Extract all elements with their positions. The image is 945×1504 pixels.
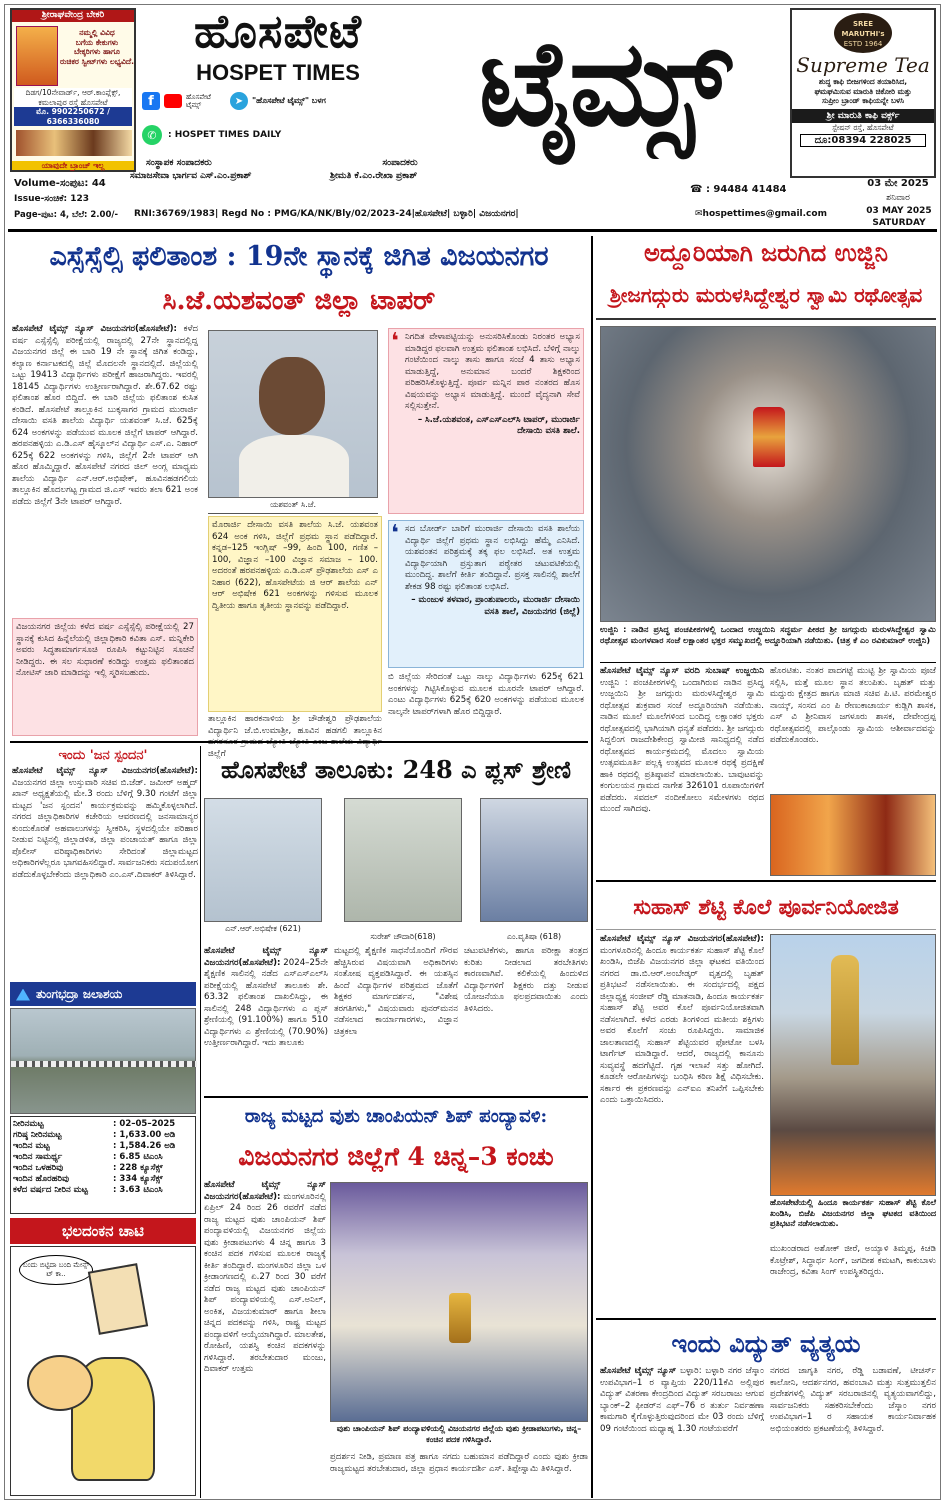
suhas-dateline: ಹೊಸಪೇಟೆ ಟೈಮ್ಸ್ ನ್ಯೂಸ್ ವಿಜಯನಗರ(ಹೊಸಪೇಟೆ): [600,934,764,944]
protest-photo [770,934,936,1196]
volume: Volume-ಸಂಪುಟ: 44 [14,178,106,189]
trophy-image [449,1293,471,1343]
suhas-bottom-rule [596,1318,936,1320]
ujjaini-swamiji-photo [770,794,936,876]
sslc-body-2: ತಾಲ್ಲೂಕಿನ ಹಾರಕನಾಳಿಯ ಶ್ರೀ ಚೌಡೇಶ್ವರಿ ಪ್ರೌಢಶಾಲೆಯ ವಿದ್ಯಾರ್ಥಿನಿ ಜೆ.ಬಿ.ಉಮಾಶ್ರೀ, ಹೂವಿನ ಹಡಗಲಿ ತಾಲ್ಲೂಕಿನ ಜಿಲ್ಲೆಗೆ [208,714,382,759]
dam-row-label: ಗರಿಷ್ಠ ನೀರಿನಮಟ್ಟ [13,1130,62,1140]
ad-bakery [10,8,136,172]
day-english: SATURDAY [872,218,926,228]
student-caption-3: ಎಂ.ವೃತಿಷಾ (618) [480,932,588,946]
sslc-column-2-bottom [208,714,382,759]
telegram-group-label: "ಹೊಸಪೇಟೆ ಟೈಮ್ಸ್" ಬಳಗ [252,96,326,105]
issue: Issue-ಸಂಚಿಕೆ: 123 [14,194,90,204]
ad-supreme-tea [790,8,936,178]
power-dateline: ಹೊಸಪೇಟೆ ಟೈಮ್ಸ್ ನ್ಯೂಸ್ [600,1366,677,1376]
registration-line: RNI:36769/1983| Regd No : PMG/KA/NK/Bly/02/2023-24|ಹೊಸಪೇಟೆ| ಬಳ್ಳಾರಿ| ವಿಜಯನಗರ| [134,209,519,219]
wushu-below-text: ಪ್ರದರ್ಶನ ನೀಡಿ, ಪ್ರಮಾಣ ಪತ್ರ ಹಾಗೂ ನಗದು ಬಹುಮಾನ ಪಡೆದಿದ್ದಾರೆ ಎಂದು ವುಶು ಕ್ರೀಡಾ ರಾಜ್ಯಮಟ್ಟದ ತರಬೇತುದಾರ, ಜಿಲ್ಲಾ ಪ್ರಧಾನ ಕಾರ್ಯದರ್ಶಿ ಎಸ್. ತಿಪ್ಪೇಸ್ವಾಮಿ ತಿಳಿಸಿದ್ದಾರೆ. [330,1452,588,1474]
power-body-2: ನಗರದ ಜಾಗೃತಿ ನಗರ, ರೆಡ್ಡಿ ಬಡಾವಣೆ, ಟೀಚರ್ಸ್ ಕಾಲೋನಿ, ಆದರ್ಶನಗರ, ಹವಂಬಾವಿ ಮತ್ತು ಸುತ್ತಮುತ್ತಲಿನ ಪ್ರದೇಶಗಳಲ್ಲಿ ವಿದ್ಯುತ್ ಸರಬರಾಜಿನಲ್ಲಿ ವ್ಯತ್ಯಯವಾಗಲಿದ್ದು, ಸಾರ್ವಜನಿಕರು ಸಹಕರಿಸಬೇಕೆಂದು ಜೆಸ್ಕಾಂ ನಗರ ಉಪವಿಭಾಗ–1 ರ ಸಹಾಯಕ ಕಾರ್ಯನಿರ್ವಾಹಕ ಅಭಿಯಂತರರು ಪ್ರಕಟಣೆಯಲ್ಲಿ ತಿಳಿಸಿದ್ದಾರೆ. [770,1366,936,1434]
facebook-page-label: ಹೊಸಪೇಟೆ ಟೈಮ್ಸ್ [186,93,211,109]
topper-quote-text: ನಿಗದಿತ ವೇಳಾಪಟ್ಟಿಯನ್ನು ಅನುಸರಿಸಿಕೊಂಡು ನಿರಂತರ ಅಭ್ಯಾಸ ಮಾಡಿದ್ದರ ಫಲವಾಗಿ ಉತ್ತಮ ಫಲಿತಾಂಶ ಲಭಿಸಿದೆ. ಬೆಳಿಗ್ಗೆ ನಾಲ್ಕು ಗಂಟೆಯಿಂದ ನಾಲ್ಕು ತಾಸು ಹಾಗೂ ಸಂಜೆ 4 ತಾಸು ಅಭ್ಯಾಸ ಮಾಡುತ್ತಿದ್ದೆ, ಅನುಮಾನ ಬಂದರೆ ಶಿಕ್ಷಕರಿಂದ ಪರಿಹರಿಸಿಕೊಳ್ಳುತ್ತಿದ್ದೆ. ಪೂರ್ವ ಮನ್ನಿನ ಪಾಠ ನಂತರದ ಹೊಸ ವಿಷಯವನ್ನು ಅಭ್ಯಾಸ ಮಾಡುತ್ತಿದ್ದೆ. ಮುಂದೆ ವೈದ್ಯನಾಗಿ ಸೇವೆ ಸಲ್ಲಿಸುತ್ತೇನೆ. [405,332,580,411]
chariot-festival-photo [600,326,936,622]
power-column-1 [600,1366,764,1496]
founder-name: ಸಮಾಜಸೇವಾ ಭಾರ್ಗವ ಎಸ್.ಎಂ.ಪ್ರಕಾಶ್ [130,171,252,181]
ujjaini-dateline: ಹೊಸಪೇಟೆ ಟೈಮ್ಸ್ ನ್ಯೂಸ್ ವರದಿ ಸುಬಾಷ್ ಉಜ್ಜಯಿನಿ [600,666,764,676]
phone-number: ☎ : 94484 41484 [690,184,787,195]
tea-est: ESTD 1964 [843,40,883,48]
tea-line1: ಶುದ್ಧ ಕಾಫಿ ಬೀಜಗಳಿಂದ ತಯಾರಿಸಿದ, [818,77,908,86]
topper-marks-text: ಮೊರಾರ್ಜಿ ದೇಸಾಯಿ ವಸತಿ ಶಾಲೆಯ ಸಿ.ಜೆ. ಯಶವಂತ 624 ಅಂಕ ಗಳಿಸಿ, ಜಿಲ್ಲೆಗೆ ಪ್ರಥಮ ಸ್ಥಾನ ಪಡೆದಿದ್ದಾರೆ. ಕನ್ನಡ–125 ಇಂಗ್ಲಿಷ್ –99, ಹಿಂದಿ 100, ಗಣಿತ –100, ವಿಜ್ಞಾನ –100 ವಿಜ್ಞಾನ ಸಮಾಜ – 100. ಅದರಂತೆ ಹರಪನಹಳ್ಳಿಯ ಎ.ಡಿ.ಎಸ್ ಪ್ರೌಢಶಾಲೆಯ ಎಸ್ ಎ ನಿಹಾರ (622), ಹೊಸಪೇಟೆಯ ಜಿ ಆರ್ ಶಾಲೆಯ ಎನ್ ಆರ್ ಅಭಿಷೇಕ 621 ಅಂಕಗಳನ್ನು ಗಳಿಸುವ ಮೂಲಕ ದ್ವಿತೀಯ ಹಾಗೂ ತೃತೀಯ ಸ್ಥಾನವನ್ನು ಪಡೆದಿದ್ದಾರೆ. [212,520,378,611]
jana-spandana-title: ಇಂದು 'ಜನ ಸ್ಪಂದನ' [58,748,148,763]
topper-marks-box [208,516,382,712]
dam-row [11,1141,195,1152]
whatsapp-label: : HOSPET TIMES DAILY [168,130,282,140]
aplus-body-2: ಮಟ್ಟದಲ್ಲಿ ಶೈಕ್ಷಣಿಕ ಸಾಧನೆಯೊಂದಿಗೆ ಗೌರವ ಹೆಚ್ಚಿಸಿರುವ ವಿಷಯವಾಗಿ ಅಧಿಕಾರಿಗಳು ಸಂತೋಷ ವ್ಯಕ್ತಪಡಿಸಿದ್ದಾರೆ. ಈ ಯಶಸ್ಸಿನ ಹಿಂದೆ ವಿದ್ಯಾರ್ಥಿಗಳ ಪರಿಶ್ರಮದ ಜೊತೆಗೆ ಶಿಕ್ಷಕರ ಮಾರ್ಗದರ್ಶನ, "ವಿಶೇಷ ತರಗತಿಗಳು," ವಿಷಯವಾರು ಪುನರ್‌ಮನನ ನಡೆಸಲಾದ ಕಾರ್ಯಾಗಾರಗಳು, ವಿಜ್ಞಾನ ಚಿತ್ರಕಲಾ [334,946,458,1037]
aplus-column-1 [204,946,328,1096]
tea-line2: ಘಮಘಮಿಸುವ ಮಾರುತಿ ಚಿಕೋರಿ ಮತ್ತು [814,86,912,96]
sslc-body-3: ಬಿ ಜಿಲ್ಲೆಯ ಸೇರಿದಂತೆ ಒಟ್ಟು ನಾಲ್ಕು ವಿದ್ಯಾರ್ಥಿಗಳು 625ಕ್ಕೆ 621 ಅಂಕಗಳನ್ನು ಗಿಟ್ಟಿಸಿಕೊಳ್ಳುವ ಮೂಲಕ ಮೂರನೇ ಟಾಪರ್ ಆಗಿದ್ದಾರೆ. ಎಂಟು ವಿದ್ಯಾರ್ಥಿಗಳು 625ಕ್ಕೆ 620 ಅಂಕಗಳನ್ನು ಪಡೆಯುವ ಮೂಲಕ ನಾಲ್ಕನೇ ಟಾಪರ್‌ಗಳಾಗಿ ಹೊರ ಬಿದ್ದಿದ್ದಾರೆ. [388,672,584,717]
left-column-divider [200,746,201,1498]
suhas-below [770,1244,936,1316]
sslc-headline: ಎಸ್ಸೆಸ್ಸೆಲ್ಸಿ ಫಲಿತಾಂಶ : 19ನೇ ಸ್ಥಾನಕ್ಕೆ ಜಿಗಿತ ವಿಜಯನಗರ [49,241,549,272]
mail-icon: ✉ [695,209,703,219]
tea-phone: ದೂ:08394 228025 [800,134,926,147]
bakery-tag: ಯಾವುದೇ ಬ್ರಾಂಚ್ ಇಲ್ಲ [12,161,134,171]
chariot-image [753,407,785,467]
power-body-1: ಬಳ್ಳಾರಿ: ಬಳ್ಳಾರಿ ನಗರ ಜೆಸ್ಕಾಂ ಉಪವಿಭಾಗ–1 ರ ವ್ಯಾಪ್ತಿಯ 220/11ಕೆವಿ ಅಲ್ಲಿಪುರ ವಿದ್ಯುತ್ ವಿತರಣಾ ಕೇಂದ್ರದಿಂದ ವಿದ್ಯುತ್ ಸರಬರಾಜು ಆಗುವ ಬ್ಯಾಂಕ್–2 ಫೀಡರ್‌ನ ಎಫ್–76 ರ ತುರ್ತು ನಿರ್ವಹಣಾ ಕಾಮಗಾರಿ ಕೈಗೊಳ್ಳುತ್ತಿರುವುದರಿಂದ ಮೇ 03 ರಂದು ಬೆಳಿಗ್ಗೆ 09 ಗಂಟೆಯಿಂದ ಮಧ್ಯಾಹ್ನ 1.30 ಗಂಟೆಯವರೆಗೆ [600,1366,764,1434]
wushu-below [330,1452,588,1496]
dam-row-value: : 1,633.00 ಅಡಿ [113,1130,176,1140]
sslc-column-1 [12,324,198,616]
dam-row [11,1152,195,1163]
paper-title-english: HOSPET TIMES [196,60,360,85]
date-english: 03 MAY 2025 [866,206,932,216]
dam-row [11,1163,195,1174]
bakery-phone: ಮೊ. 9902250672 / 6366336080 [14,107,132,126]
suhas-below-text: ಮುಖಂಡರಾದ ಅಶೋಕ್ ಜೀರೆ, ಅಯ್ಯಾಳಿ ತಿಮ್ಮಪ್ಪ, ಕಿಚಡಿ ಕೊಟ್ರೇಶ್, ಸಿದ್ಧಾರ್ಥ ಸಿಂಗ್, ಜಗದೀಶ ಕಮಟಗಿ, ಕಾಕುಬಾಳು ರಾಜೇಂದ್ರ, ಕವಿತಾ ಸಿಂಗ್ ಉಪಸ್ಥಿತರಿದ್ದರು. [770,1244,936,1277]
wushu-dateline: ಹೊಸಪೇಟೆ ಟೈಮ್ಸ್ ನ್ಯೂಸ್ ವಿಜಯನಗರ(ಹೊಸಪೇಟೆ): [204,1180,326,1202]
quote-mark-icon: ❛ [391,329,399,354]
ujjaini-body-1: ಉಜ್ಜಿನಿ : ಪಂಚಪೀಠಗಳಲ್ಲಿ ಒಂದಾಗಿರುವ ನಾಡಿನ ಪ್ರಸಿದ್ಧ ಉಜ್ಜಯಿನಿ ಶ್ರೀ ಜಗದ್ಗುರು ಮರುಳಸಿದ್ದೇಶ್ವರ ಸ್ವಾಮಿ ರಥೋತ್ಸವ ಶುಕ್ರವಾರ ಸಂಜೆ ಅದ್ದೂರಿಯಾಗಿ ನಡೆಯಿತು. ನಾಡಿನ ಮೂಲೆ ಮೂಲೆಗಳಿಂದ ಬಂದಿದ್ದ ಲಕ್ಷಾಂತರ ಭಕ್ತರು ರಥೋತ್ಸವದಲ್ಲಿ ಭಾಗಿಯಾಗಿ ಧನ್ಯತೆ ಪಡೆದರು. ಶ್ರೀ ಜಗದ್ಗುರು ಸಿದ್ದಲಿಂಗ ರಾಜದೇಶಿಕೇಂದ್ರ ಸ್ವಾಮೀಜಿ ಸಾನಿಧ್ಯದಲ್ಲಿ ನಡೆದ ರಥೋತ್ಸವದ ಕಾರ್ಯಕ್ರಮದಲ್ಲಿ ಮೊದಲು ಸ್ವಾಮಿಯ ಉತ್ಸವಮೂರ್ತಿ ಪಲ್ಲಕ್ಕಿ ಉತ್ಸವದ ಮೂಲಕ ರಥಕ್ಕೆ ಪ್ರದಕ್ಷಿಣೆ ಹಾಕಿ ರಥದಲ್ಲಿ ಪ್ರತಿಷ್ಠಾಪನೆ ಮಾಡಲಾಯಿತು. ಬಾವುಟವನ್ನು ಕಂಗುಲಯನ ಗ್ರಾಮದ ನಾಗೇಶ 326101 ರೂಪಾಯಿಗಳಿಗೆ ಪಡೆದರು. ಸವದಲ್ ನಂದೀಕೋಲು ಸಮೇಳಗಳು ರಥದ ಮುಂದೆ ಸಾಗಿದವು. [600,677,764,814]
dam-title [10,982,196,1006]
deity-image [16,26,58,86]
bakery-title: ಶ್ರೀರಾಘವೇಂದ್ರ ಬೇಕರಿ [12,10,134,22]
suhas-column-1 [600,934,764,1314]
paper-title-kannada: ಹೊಸಪೇಟೆ [193,4,363,58]
ujjaini-subhead: ಶ್ರೀಜಗದ್ಗುರು ಮರುಳಸಿದ್ದೇಶ್ವರ ಸ್ವಾಮಿ ರಥೋತ್ಸವ [596,272,936,320]
wushu-caption: ವುಶು ಚಾಂಪಿಯನ್ ಶಿಪ್ ಪಂದ್ಯಾವಳಿಯಲ್ಲಿ ವಿಜಯನಗರ ಜಿಲ್ಲೆಯ ವುಶು ಕ್ರೀಡಾಪಟುಗಳು, ಚಿನ್ನ–ಕಂಚಿನ ಪದಕ ಗಳಿಸಿದ್ದಾರೆ. [336,1424,582,1444]
dam-row-label: ನೀರಿನಮಟ್ಟ [13,1119,44,1129]
suhas-body: ಮಂಗಳೂರಿನಲ್ಲಿ ಹಿಂದೂ ಕಾರ್ಯಕರ್ತ ಸುಹಾಸ್ ಶೆಟ್ಟಿ ಕೊಲೆ ಖಂಡಿಸಿ, ಬಿಜೆಪಿ ವಿಜಯನಗರ ಜಿಲ್ಲಾ ಘಟಕದ ವತಿಯಿಂದ ನಗರದ ಡಾ.ಬಿ.ಆರ್.ಅಂಬೇಡ್ಕರ್ ವೃತ್ತದಲ್ಲಿ ಬೃಹತ್ ಪ್ರತಿಭಟನೆ ನಡೆಸಲಾಯಿತು. ಈ ಸಂದರ್ಭದಲ್ಲಿ ಪಕ್ಷದ ಜಿಲ್ಲಾಧ್ಯಕ್ಷ ಸಂಜೀವ್ ರೆಡ್ಡಿ ಮಾತನಾಡಿ, ಹಿಂದೂ ಕಾರ್ಯಕರ್ತ ಸುಹಾಸ್ ಶೆಟ್ಟಿ ಅವರ ಕೊಲೆ ಪೂರ್ವನಿಯೋಜಿತವಾಗಿ ನಡೆಸಲಾಗಿದೆ. ಕಳೆದ ಎರಡು ತಿಂಗಳಿಂದ ಮತೀಯ ಶಕ್ತಿಗಳು ಅವರ ಕೊಲೆಗೆ ಸಂಚು ರೂಪಿಸಿದ್ದರು. ಸಾಮಾಜಿಕ ಜಾಲತಾಣದಲ್ಲಿ ಸುಹಾಸ್ ಶೆಟ್ಟಿಯವರ ಫೋಟೋ ಬಳಸಿ ಟಾರ್ಗೆಟ್ ಮಾಡಿದ್ದಾರೆ. ಆದರೆ, ರಾಜ್ಯದಲ್ಲಿ ಕಾನೂನು ಸುವ್ಯವಸ್ಥೆ ಹದಗೆಟ್ಟಿದೆ. ಗೃಹ ಇಲಾಖೆ ಸತ್ತು ಹೋಗಿದೆ. ಕೂಡಲೇ ಆರೋಪಿಗಳನ್ನು ಬಂಧಿಸಿ ಕಠಿಣ ಶಿಕ್ಷೆ ವಿಧಿಸಬೇಕು. ಸರ್ಕಾರ ಈ ಪ್ರಕರಣವನ್ನು ಎನ್‌ಐಎ ತನಿಖೆಗೆ ಒಪ್ಪಿಸಬೇಕು ಎಂದು ಒತ್ತಾಯಿಸಿದರು. [600,945,764,1105]
principal-quote-text: ಸದ ಬೋರ್ಡ್ ಬಾರಿಗೆ ಮುರಾರ್ಜಿ ದೇಸಾಯಿ ವಸತಿ ಶಾಲೆಯ ವಿದ್ಯಾರ್ಥಿ ಜಿಲ್ಲೆಗೆ ಪ್ರಥಮ ಸ್ಥಾನ ಲಭಿಸಿದ್ದು ಹೆಮ್ಮೆ ಎನಿಸಿದೆ. ಯಶವಂತನ ಪರಿಶ್ರಮಕ್ಕೆ ತಕ್ಕ ಫಲ ಲಭಿಸಿದೆ. ಅತ ಉತ್ತಮ ವಿದ್ಯಾರ್ಥಿಯಾಗಿ ಪ್ರಸ್ತುತಾಗ ಪಠ್ಯೇತರ ಚಟುವಟಿಕೆಯಲ್ಲಿ ಮುಂದಿದ್ದ. ಶಾಲೆಗೆ ಕೀರ್ತಿ ತಂದಿದ್ದಾನೆ. ಪ್ರಸಕ್ತ ಸಾಲಿನಲ್ಲಿ ಶಾಲೆಗೆ ಶೇಕಡ 98 ರಷ್ಟು ಫಲಿತಾಂಶ ಲಭಿಸಿದೆ. [405,524,580,592]
dam-row-label: ಇಂದಿನ ಮಟ್ಟ [13,1141,50,1151]
paper-title-times: ಟೈಮ್ಸ್ [478,14,728,152]
wushu-headline-1: ರಾಜ್ಯ ಮಟ್ಟದ ವುಶು ಚಾಂಪಿಯನ್ ಶಿಪ್ ಪಂದ್ಯಾವಳಿ: [244,1106,548,1127]
sslc-dateline: ಹೊಸಪೇಟೆ ಟೈಮ್ಸ್ ನ್ಯೂಸ್ ವಿಜಯನಗರ(ಹೊಸಪೇಟೆ): [12,324,177,334]
sslc-column-3 [388,672,584,738]
bakery-line1: ನಮ್ಮಲ್ಲಿ ವಿವಿಧ [79,28,115,37]
topper-caption: ಯಶವಂತ್ ಸಿ.ಜೆ. [208,500,378,514]
ujjaini-bottom-rule [596,880,936,882]
dam-row [11,1119,195,1130]
ujjaini-headline: ಅದ್ದೂರಿಯಾಗಿ ಜರುಗಿದ ಉಜ್ಜಿನಿ [644,238,888,267]
sslc-bottom-rule [10,741,588,743]
wushu-column-1 [204,1180,326,1496]
cartoon-tv-figure [88,1263,148,1335]
student-photo-1 [204,798,322,922]
pages-price: Page-ಪುಟ: 4, ಬೆಲೆ: 2.00/- [14,210,119,220]
bakery-line3: ಬೇಕ್ಕರಿಗಳು ಹಾಗೂ [73,47,120,56]
bakery-address2: ಕಮಲಾಪುರ ರಸ್ತೆ ಹೊಸಪೇಟೆ [38,97,108,107]
date-kannada: 03 ಮೇ 2025 [867,178,929,189]
vertical-divider-main [591,236,593,1498]
dam-photo [10,1008,196,1114]
topper-quote-byline: – ಸಿ.ಜೆ.ಯಶವಂತ, ಎಸ್ಎಸ್ಎಲ್‌ಸಿ ಟಾಪರ್, ಮುರಾರ್ಜಿ ದೇಸಾಯಿ ವಸತಿ ಶಾಲೆ. [417,414,580,436]
statue-image [831,955,859,1065]
bakery-line4: ರುಚಿಕರ ಸ್ವೀಟ್‌ಗಳು ಲಭ್ಯವಿದೆ. [59,56,135,66]
editor-label: ಸಂಪಾದಕರು [382,158,418,168]
tea-brand: SREE MARUTHI's [841,20,885,38]
jana-spandana-body [12,766,198,978]
wushu-body: ಮಂಗಳೂರಿನಲ್ಲಿ ಏಪ್ರಿಲ್ 24 ರಿಂದ 26 ರವರೆಗೆ ನಡೆದ ರಾಜ್ಯ ಮಟ್ಟದ ವುಶು ಚಾಂಪಿಯನ್ ಶಿಪ್ ಪಂದ್ಯಾವಳಿಯಲ್ಲಿ ವಿಜಯನಗರ ಜಿಲ್ಲೆಯ ವುಶು ಕ್ರೀಡಾಪಟುಗಳು 4 ಚಿನ್ನ ಹಾಗೂ 3 ಕಂಚಿನ ಪದಕ ಗಳಿಸುವ ಮೂಲಕ ರಾಜ್ಯಕ್ಕೆ ಕೀರ್ತಿ ತಂದಿದ್ದಾರೆ. ಮಂಗಳೂರಿನ ಜಿಲ್ಲಾ ಒಳ ಕ್ರೀಡಾಂಗಣದಲ್ಲಿ ಏ.27 ರಿಂದ 30 ವರೆಗೆ ನಡೆದ ರಾಜ್ಯ ಮಟ್ಟದ ವುಶು ಚಾಂಪಿಯನ್ ಶಿಪ್ ಪಂದ್ಯಾವಳಿಯಲ್ಲಿ ಎಸ್.ಅನಿಲ್, ಅಂಕಿತ, ವಿಜಯಕುಮಾರ್ ಹಾಗೂ ಶೀಲಾ ಚಿನ್ನದ ಪದಕವನ್ನು ಗಳಿಸಿ, ರಾಷ್ಟ್ರ ಮಟ್ಟದ ಪಂದ್ಯಾವಳಿಗೆ ಆಯ್ಕೆಯಾಗಿದ್ದಾರೆ. ಮಾಲತೇಶ, ರೋಹಿಣಿ, ಯಶಸ್ವಿ ಕಂಚಿನ ಪದಕಗಳನ್ನು ಗಳಿಸಿದ್ದಾರೆ. ತರಬೇತುದಾರ ಮಂಜು, ದಿವಾಕರ್ ಉತ್ತಮ [204,1191,326,1374]
aplus-column-2 [334,946,458,1096]
dam-title-text: ತುಂಗಭದ್ರಾ ಜಲಾಶಯ [36,987,123,1001]
sslc-body-1: ಕಳೆದ ವರ್ಷ ಎಸ್ಸೆಸ್ಸೆಲ್ಸಿ ಪರೀಕ್ಷೆಯಲ್ಲಿ ರಾಜ್ಯದಲ್ಲಿ 27ನೇ ಸ್ಥಾನದಲ್ಲಿದ್ದ ವಿಜಯನಗರ ಜಿಲ್ಲೆ ಈ ಬಾರಿ 19 ನೇ ಸ್ಥಾನಕ್ಕೆ ಜಿಗಿತ ಕಂಡಿದ್ದು, ಕಲ್ಯಾಣ ಕರ್ನಾಟಕದಲ್ಲಿ ಜಿಲ್ಲೆ ಮೊದಲನೇ ಸ್ಥಾನದಲ್ಲಿದೆ. ಜಿಲ್ಲೆಯಲ್ಲಿ ಒಟ್ಟು 19413 ವಿದ್ಯಾರ್ಥಿಗಳು ಪರೀಕ್ಷೆಗೆ ಹಾಜರಾಗಿದ್ದರು. ಇವರಲ್ಲಿ 18145 ವಿದ್ಯಾರ್ಥಿಗಳು ಉತ್ತೀರ್ಣರಾಗಿದ್ದಾರೆ. ಶೇ.67.62 ರಷ್ಟು ಫಲಿತಾಂಶ ಹೊರ ಬಿದ್ದಿದೆ. ಈ ಬಾರಿ ಜಿಲ್ಲೆಯ ಫಲಿತಾಂಶ ಕುಸಿತ ಕಂಡಿದೆ. ಹೊಸಪೇಟೆ ತಾಲ್ಲೂಕಿನ ಬುಕ್ಕಸಾಗರ ಗ್ರಾಮದ ಮುರಾರ್ಜಿ ದೇಸಾಯಿ ವಸತಿ ಶಾಲೆಯ ವಿದ್ಯಾರ್ಥಿ ಯಶವಂತ್ ಸಿ.ಜೆ. 625ಕ್ಕೆ 624 ಅಂಕಗಳನ್ನು ಪಡೆಯುವ ಮೂಲಕ ಜಿಲ್ಲೆಗೆ ಟಾಪರ್ ಆಗಿದ್ದಾರೆ. ಹರಪನಹಳ್ಳಿಯ ಎ.ಡಿ.ಎಸ್ ಹೈಸ್ಕೂಲ್‌ನ ವಿದ್ಯಾರ್ಥಿ ಎಸ್.ಎ. ನಿಹಾರ್ 625ಕ್ಕೆ 622 ಅಂಕಗಳನ್ನು ಗಳಿಸಿ, ಜಿಲ್ಲೆಗೆ 2ನೇ ಟಾಪರ್ ಆಗಿ ಹೊರ ಹೊಮ್ಮಿದ್ದಾರೆ. ಹೊಸಪೇಟೆ ನಗರದ ಜಿಲ್ ಅಂಗ್ಲ ಮಾಧ್ಯಮ ಶಾಲೆಯ ವಿದ್ಯಾರ್ಥಿ ಎನ್.ಆರ್.ಅಭಿಷೇಕ್, ಹೂವಿನಹಡಗಲಿಯ ತಾಲ್ಲೂಕಿನ ಹೊದಲಗಟ್ಟ ಗ್ರಾಮದ ಜಿ.ಎಸ್ ಇವರು ತಲಾ 621 ಅಂಕ ಪಡೆದು ಜಿಲ್ಲೆಗೆ 3ನೇ ಟಾಪರ್ ಆಗಿದ್ದಾರೆ. [12,324,199,507]
tea-line3: ಸುಪ್ರೀಂ ಬ್ರಾಂಡ್ ಕಾಫಿಯನ್ನೇ ಬಳಸಿ [822,96,904,105]
dam-icon [16,989,30,1001]
aplus-body-1: 2024–25ನೇ ಶೈಕ್ಷಣಿಕ ಸಾಲಿನಲ್ಲಿ ನಡೆದ ಎಸ್ಎಸ್ಎಲ್‌ಸಿ ಪರೀಕ್ಷೆಯಲ್ಲಿ ಹೊಸಪೇಟೆ ತಾಲೂಕು ಶೇ. 63.32 ಫಲಿತಾಂಶ ದಾಖಲಿಸಿದ್ದು, ಈ ಸಾಲಿನಲ್ಲಿ 248 ವಿದ್ಯಾರ್ಥಿಗಳು ಎ ಪ್ಲಸ್ ಶ್ರೇಣಿಯಲ್ಲಿ (91.100%) ಹಾಗೂ 510 ವಿದ್ಯಾರ್ಥಿಗಳು ಎ ಶ್ರೇಣಿಯಲ್ಲಿ (70.90%) ಉತ್ತೀರ್ಣರಾಗಿದ್ದಾರೆ. ಇದು ತಾಲೂಕು [204,957,328,1048]
student-photo-3 [480,798,588,922]
topper-photo [208,330,378,498]
cartoon-panel [10,1246,196,1496]
whatsapp-icon[interactable]: ✆ [142,125,162,145]
dam-row-value: : 02–05–2025 [113,1119,176,1129]
sslc-subhead: ಸಿ.ಜೆ.ಯಶವಂತ್ ಜಿಲ್ಲಾ ಟಾಪರ್ [162,286,436,316]
cartoon-face [27,1355,93,1411]
social-row-facebook [142,90,414,112]
bakery-line2: ಬಗೆಯ ಕೇಕುಗಳು [75,37,119,47]
student-caption-2: ಸುರೇಶ್ ಚೌದಾರಿ(618) [344,932,462,946]
ujjaini-caption-text: ಉಜ್ಜಿನಿ : ನಾಡಿನ ಪ್ರಸಿದ್ಧ ಪಂಚಪೀಠಗಳಲ್ಲಿ ಒಂದಾದ ಉಜ್ಜಯಿನಿ ಸದ್ಧರ್ಮ ಪೀಠದ ಶ್ರೀ ಜಗದ್ಗುರು ಮರುಳಸಿದ್ದೇಶ್ವರ ಸ್ವಾಮಿ ರಥೋತ್ಸವ ಮಂಗಳವಾರ ಸಂಜೆ ಲಕ್ಷಾಂತರ ಭಕ್ತರ ಸಮ್ಮುಖದಲ್ಲಿ ಅದ್ದೂರಿಯಾಗಿ ನಡೆಯಿತು. [600,624,936,645]
bakery-address: ದಿಡಗ/10ನೇವಾರ್ಡ್, ಆರ್.ಕಾಂಪ್ಲೆಕ್ಸ್, [25,88,121,97]
suhas-headline: ಸುಹಾಸ್ ಶೆಟ್ಟಿ ಕೊಲೆ ಪೂರ್ವನಿಯೋಜಿತ [596,884,936,930]
tea-name: Supreme Tea [796,53,930,77]
masthead-divider [8,229,937,232]
ujjaini-column-2 [770,666,936,792]
principal-quote-box [388,520,584,668]
tea-shop: ಶ್ರೀ ಮಾರುತಿ ಕಾಫಿ ವರ್ಕ್ಸ್ [792,109,934,123]
tea-address: ಸ್ಟೇಷನ್ ರಸ್ತೆ, ಹೊಸಪೇಟೆ [832,122,894,132]
aplus-body-3: ಚಟುವಟಿಕೆಗಳು, ಹಾಗೂ ಪರೀಕ್ಷಾ ತಂತ್ರದ ಕುರಿತು ನೀಡಲಾದ ತರಬೇತಿಗಳು ಕಾರಣವಾಗಿವೆ. ಕಲಿಕೆಯಲ್ಲಿ ಹಿಂದುಳಿದ ವಿದ್ಯಾರ್ಥಿಗಳಿಗೆ ಶಿಕ್ಷಕರು ದತ್ತು ನೀಡುವ ಯೋಜನೆಯೂ ಫಲಪ್ರದವಾಯಿತು ಎಂದು ತಿಳಿಸಿದರು. [464,946,588,1014]
aplus-bottom-rule [204,1096,588,1098]
dam-row-label: ಇಂದಿನ ಹೊರಹರಿವು [13,1174,69,1184]
dam-row-value: : 334 ಕ್ಯೂಸೆಕ್ಸ್ [113,1174,163,1184]
aplus-column-3 [464,946,588,1096]
email [695,209,860,219]
wushu-headline-2: ವಿಜಯನಗರ ಜಿಲ್ಲೆಗೆ 4 ಚಿನ್ನ–3 ಕಂಚು [238,1142,554,1171]
ujjaini-caption-rule [600,662,936,663]
power-column-2 [770,1366,936,1496]
dam-stats-table [10,1116,196,1214]
ujjaini-column-1 [600,666,764,878]
bakery-cakes-image [16,130,132,156]
dam-row-value: : 228 ಕ್ಯೂಸೆಕ್ಸ್ [113,1163,163,1173]
dam-row-label: ಇಂದಿನ ಸಾಮರ್ಥ್ಯ [13,1152,63,1162]
principal-quote-byline: – ಮಂಜುಳ ತಳವಾರ, ಪ್ರಾಂಶುಪಾಲರು, ಮುರಾರ್ಜಿ ದೇಸಾಯಿ ವಸತಿ ಶಾಲೆ, ವಿಜಯನಗರ (ಜಿಲ್ಲೆ) [411,595,580,617]
ujjaini-body-2: ಹೊರಟಿತು. ನಂತರ ಪಾದಗಟ್ಟೆ ಮುಟ್ಟಿ ಶ್ರೀ ಸ್ವಾಮಿಯ ಪೂಜೆ ಸಲ್ಲಿಸಿ, ಮತ್ತೆ ಮೂಲ ಸ್ಥಾನ ತಲುಪಿತು. ಬೃಹತ್ ಮತ್ತು ಮದ್ದುರು ಕ್ಷೇತ್ರದ ಹಾಗೂ ಮಾಜಿ ಸಚಿವ ಪಿ.ಟಿ. ಪರಮೇಶ್ವರ ನಾಯ್ಕ್, ಸಂಸದ ಎಂ ಪಿ ರೇಣುಕಾಚಾರ್ಯ ಕುಡ್ಲಿಗಿ ಶಾಸಕ, ಎಸ್ ವಿ ಶ್ರೀನಿವಾಸ ಜಗಳೂರು ಶಾಸಕ, ದೇವೇಂದ್ರಪ್ಪ ರಥೋತ್ಸವದಲ್ಲಿ ಪಾಲ್ಗೊಂಡು ಸ್ವಾಮಿಯ ಆಶೀರ್ವಾದವನ್ನು ಪಡೆದುಕೊಂಡರು. [770,666,936,745]
aplus-dateline: ಹೊಸಪೇಟೆ ಟೈಮ್ಸ್ ನ್ಯೂಸ್ ವಿಜಯನಗರ(ಹೊಸಪೇಟೆ): [204,946,328,968]
founder-label: ಸಂಸ್ಥಾಪಕ ಸಂಪಾದಕರು [146,158,212,168]
dam-row [11,1174,195,1185]
dam-row-value: : 3.63 ಟಿಎಂಸಿ [113,1185,163,1195]
sslc-pink-text: ವಿಜಯನಗರ ಜಿಲ್ಲೆಯ ಕಳೆದ ವರ್ಷ ಎಸ್ಸೆಸ್ಸೆಲ್ಸಿ ಪರೀಕ್ಷೆಯಲ್ಲಿ 27 ಸ್ಥಾನಕ್ಕೆ ಕುಸಿದ ಹಿನ್ನೆಲೆಯಲ್ಲಿ ಜಿಲ್ಲಾಧಿಕಾರಿ ಕವಿತಾ ಎಸ್. ಮನ್ನಿಕೇರಿ ಅವರು ಸಿದ್ಧತಾಮಾರ್ಗಸೂಚಿ ರೂಪಿಸಿ ಕಟ್ಟುನಿಟ್ಟಿನ ಸೂಚನೆ ನೀಡಿದ್ದರು. ಈ ಸಲ ಸುಧಾರಣೆ ಕಂಡಿದ್ದು ಉತ್ತಮ ಫಲಿತಾಂಶದ ನೋಟಿಸ್ ಜಾರಿ ಮಾಡಿದನ್ನು ಇಲ್ಲಿ ಸ್ಮರಿಸಬಹುದು. [16,622,194,678]
protest-caption: ಹೊಸಪೇಟೆಯಲ್ಲಿ ಹಿಂದೂ ಕಾರ್ಯಕರ್ತ ಸುಹಾಸ್ ಶೆಟ್ಟಿ ಕೊಲೆ ಖಂಡಿಸಿ, ಬಿಜೆಪಿ ವಿಜಯನಗರ ಜಿಲ್ಲಾ ಘಟಕದ ವತಿಯಿಂದ ಪ್ರತಿಭಟನೆ ನಡೆಸಲಾಯಿತು. [770,1198,936,1228]
cartoon-title: ಭಲದಂಕನ ಚಾಟಿ [10,1218,196,1244]
youtube-icon[interactable] [164,94,182,108]
quote-mark-icon: ❛ [391,521,399,546]
dam-row [11,1130,195,1141]
facebook-icon[interactable]: f [142,92,160,110]
email-text[interactable]: hospettimes@gmail.com [702,209,827,219]
dam-row-value: : 1,584.26 ಅಡಿ [113,1141,176,1151]
jana-body-text: ವಿಜಯನಗರ ಜಿಲ್ಲಾ ಉಸ್ತುವಾರಿ ಸಚಿವ ಬಿ.ಜೆಡ್. ಜಮೀರ್ ಅಹ್ಮದ್ ಖಾನ್ ಅಧ್ಯಕ್ಷತೆಯಲ್ಲಿ ಮೇ.3 ರಂದು ಬೆಳಿಗ್ಗೆ 9.30 ಗಂಟೆಗೆ ಜಿಲ್ಲಾ ಮಟ್ಟದ 'ಜನ ಸ್ಪಂದನ' ಕಾರ್ಯಕ್ರಮವನ್ನು ಹಮ್ಮಿಕೊಳ್ಳಲಾಗಿದೆ. ನಗರದ ಜಿಲ್ಲಾಧಿಕಾರಿಗಳ ಕಚೇರಿಯ ಆವರಣದಲ್ಲಿ ಜನಸಾಮಾನ್ಯರ ಕುಂದುಕೊರತೆ ಅಹವಾಲುಗಳನ್ನು ಸ್ವೀಕರಿಸಿ, ಸ್ಥಳದಲ್ಲಿಯೇ ಪರಿಹಾರ ನೀಡುವ ನಿಟ್ಟಿನಲ್ಲಿ ಜಿಲ್ಲಾಡಳಿತ, ಜಿಲ್ಲಾ ಪಂಚಾಯತ್ ಹಾಗೂ ಜಿಲ್ಲಾ ಪೊಲೀಸ್ ವರಿಷ್ಠಾಧಿಕಾರಿಗಳು ಸೇರಿದಂತೆ ಜಿಲ್ಲಾಮಟ್ಟದ ಅಧಿಕಾರಿಗಳೆಲ್ಲರೂ ಭಾಗವಹಿಸಲಿದ್ದಾರೆ. ಸಾರ್ವಜನಿಕರು ಸದುಪಯೋಗ ಪಡೆದುಕೊಳ್ಳಬೇಕೆಂದು ಜಿಲ್ಲಾಧಿಕಾರಿ ಎಂ.ಎಸ್.ದಿವಾಕರ್ ತಿಳಿಸಿದ್ದಾರೆ. [12,777,198,880]
student-caption-1: ಎನ್.ಆರ್.ಅಭಿಷೇಕ (621) [204,924,322,938]
dam-row-label: ಇಂದಿನ ಒಳಹರಿವು [13,1163,64,1173]
ujjaini-photo-credit: (ಚಿತ್ರ ಕೆ ಎಂ ರವಿಕುಮಾರ್ ಉಜ್ಜಿನಿ) [836,634,931,645]
telegram-icon[interactable]: ➤ [230,92,248,110]
ujjaini-caption [600,624,936,660]
power-headline: ಇಂದು ವಿದ್ಯುತ್ ವ್ಯತ್ಯಯ [671,1329,861,1358]
sslc-pink-box [12,618,198,736]
jana-dateline: ಹೊಸಪೇಟೆ ಟೈಮ್ಸ್ ನ್ಯೂಸ್ ವಿಜಯನಗರ(ಹೊಸಪೇಟೆ): [12,766,198,776]
dam-row-label: ಕಳೆದ ವರ್ಷದ ನೀರಿನ ಮಟ್ಟ [13,1185,88,1195]
topper-quote-box [388,328,584,514]
tea-logo [834,13,892,53]
dam-row [11,1185,195,1196]
aplus-headline: ಹೊಸಪೇಟೆ ತಾಲೂಕು: 248 ಎ ಪ್ಲಸ್ ಶ್ರೇಣಿ [221,755,571,784]
cartoon-speech-bubble: ಬಂದು ಬಿಟ್ಟಿದಾ ಬಂದಿ ಮೇನ್ಸ್ ಟ್ ಕಾ.. [19,1255,93,1285]
day-kannada: ಶನಿವಾರ [886,193,910,203]
dam-row-value: : 6.85 ಟಿಎಂಸಿ [113,1152,163,1162]
wushu-team-photo [330,1182,588,1422]
editor-name: ಶ್ರೀಮತಿ ಕೆ.ಎಂ.ರೇಖಾ ಪ್ರಕಾಶ್ [330,171,418,181]
student-photo-2 [344,798,462,922]
social-row-whatsapp [142,124,414,146]
